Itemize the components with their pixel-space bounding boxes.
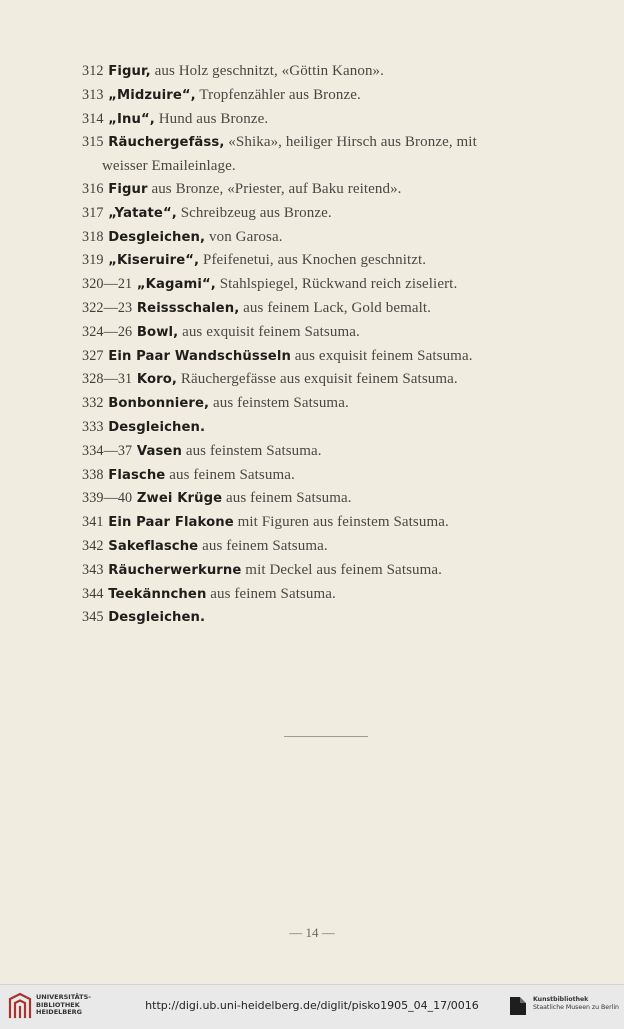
catalogue-entry (82, 108, 582, 132)
entry-heading: Bowl, (136, 324, 179, 340)
entry-description: aus Bronze, «Priester, auf Baku reitend». (147, 180, 402, 197)
catalogue-entry (82, 416, 582, 440)
entry-description: aus feinem Satsuma. (198, 537, 328, 554)
entry-heading: „Inu“, (108, 111, 155, 127)
entry-number: 332 (82, 395, 104, 412)
entry-heading: Ein Paar Wandschüsseln (108, 348, 291, 364)
entry-description: aus exquisit feinem Satsuma. (178, 323, 360, 340)
entry-description: aus feinem Satsuma. (206, 585, 336, 602)
entry-number: 320—21 (82, 276, 133, 293)
entry-heading: Koro, (136, 372, 178, 388)
catalogue-entry (82, 297, 582, 321)
permalink-url[interactable]: http://digi.ub.uni-heidelberg.de/diglit/pisko1905_04_17/0016 (145, 999, 479, 1012)
section-divider-rule (284, 736, 368, 737)
catalogue-entry (82, 249, 582, 273)
digitization-footer-bar (0, 984, 624, 1029)
entry-heading: Ein Paar Flakone (108, 515, 234, 531)
entry-number: 339—40 (82, 490, 133, 507)
entry-heading: Vasen (136, 443, 182, 459)
catalogue-entry (82, 606, 582, 630)
catalogue-entry (82, 60, 582, 84)
entry-heading: Desgleichen. (108, 419, 206, 435)
entry-number: 344 (82, 585, 104, 602)
entry-number: 324—26 (82, 323, 133, 340)
entry-description: mit Deckel aus feinem Satsuma. (241, 561, 442, 578)
catalogue-entry (82, 464, 582, 488)
entry-heading: „Yatate“, (108, 205, 177, 221)
entry-number: 314 (82, 110, 104, 127)
entry-number: 334—37 (82, 442, 133, 459)
entry-number: 318 (82, 228, 104, 245)
catalogue-entry (82, 559, 582, 583)
catalogue-entry-list (82, 60, 582, 630)
entry-number: 328—31 (82, 371, 133, 388)
entry-description: aus Holz geschnitzt, «Göttin Kanon». (150, 63, 384, 79)
entry-number: 316 (82, 180, 104, 197)
catalogue-entry (82, 202, 582, 226)
entry-heading: Zwei Krüge (136, 491, 223, 507)
entry-number: 319 (82, 252, 104, 269)
catalogue-entry (82, 131, 582, 178)
entry-number: 343 (82, 561, 104, 578)
entry-description: aus feinem Satsuma. (222, 490, 352, 507)
entry-description: aus feinem Satsuma. (165, 466, 295, 483)
entry-heading: Desgleichen, (108, 229, 206, 245)
entry-number: 315 (82, 134, 104, 151)
entry-number: 342 (82, 537, 104, 554)
entry-number: 313 (82, 86, 104, 103)
entry-heading: „Kiseruire“, (108, 253, 200, 269)
entry-description: aus feinstem Satsuma. (181, 442, 322, 459)
entry-number: 341 (82, 514, 104, 531)
entry-description: Pfeifenetui, aus Knochen geschnitzt. (199, 252, 427, 269)
page-number: — 14 — (289, 925, 335, 940)
kunstbibliothek-subtitle: Staatliche Museen zu Berlin (533, 1004, 619, 1011)
catalogue-entry (82, 487, 582, 511)
entry-description: Stahlspiegel, Rückwand reich ziseliert. (215, 276, 458, 293)
catalogue-entry (82, 84, 582, 108)
entry-description: aus feinem Lack, Gold bemalt. (239, 299, 432, 316)
entry-heading: Räucherwerkurne (108, 562, 242, 578)
entry-description: mit Figuren aus feinstem Satsuma. (233, 514, 449, 531)
entry-heading: Reissschalen, (136, 300, 240, 316)
catalogue-entry (82, 392, 582, 416)
entry-description: Tropfenzähler aus Bronze. (195, 86, 361, 103)
catalogue-entry (82, 226, 582, 250)
entry-number: 338 (82, 466, 104, 483)
entry-heading: Desgleichen. (108, 610, 206, 626)
entry-heading: „Kagami“, (136, 277, 216, 293)
entry-heading: Figur (108, 181, 148, 197)
entry-number: 317 (82, 204, 104, 221)
university-library-name-line: BIBLIOTHEK (36, 1000, 80, 1009)
entry-heading: „Midzuire“, (108, 87, 196, 103)
entry-heading: Flasche (108, 467, 166, 483)
catalogue-entry (82, 321, 582, 345)
entry-description: «Shika», heiliger Hirsch aus Bronze, mit (224, 134, 477, 151)
catalogue-entry (82, 511, 582, 535)
entry-number: 312 (82, 63, 104, 79)
entry-number: 333 (82, 418, 104, 435)
kunstbibliothek-title: Kunstbibliothek (533, 996, 589, 1003)
entry-description: Schreibzeug aus Bronze. (176, 204, 332, 221)
entry-heading: Teekännchen (108, 586, 207, 602)
kunstbibliothek-name (533, 996, 623, 1012)
entry-heading: Sakeflasche (108, 538, 199, 554)
entry-description: von Garosa. (205, 228, 283, 245)
university-library-name-line: UNIVERSITÄTS- (36, 993, 91, 1001)
entry-description: aus feinstem Satsuma. (209, 395, 349, 412)
entry-heading: Figur, (108, 64, 151, 79)
entry-heading: Bonbonniere, (108, 396, 210, 412)
catalogue-entry (82, 440, 582, 464)
catalogue-entry (82, 368, 582, 392)
catalogue-entry (82, 583, 582, 607)
catalogue-entry (82, 273, 582, 297)
entry-description: Räuchergefässe aus exquisit feinem Satsuma. (177, 371, 458, 388)
entry-description: Hund aus Bronze. (154, 110, 269, 127)
entry-number: 327 (82, 347, 104, 364)
catalogue-entry (82, 535, 582, 559)
catalogue-entry (82, 178, 582, 202)
entry-number: 345 (82, 609, 104, 626)
entry-heading: Räuchergefäss, (108, 135, 225, 151)
university-library-name-line: HEIDELBERG (36, 1008, 83, 1017)
kunstbibliothek-logo-icon (508, 995, 528, 1017)
catalogue-entry (82, 345, 582, 369)
entry-description: aus exquisit feinem Satsuma. (290, 347, 473, 364)
entry-description-continuation: weisser Emaileinlage. (102, 158, 236, 175)
entry-number: 322—23 (82, 299, 133, 316)
